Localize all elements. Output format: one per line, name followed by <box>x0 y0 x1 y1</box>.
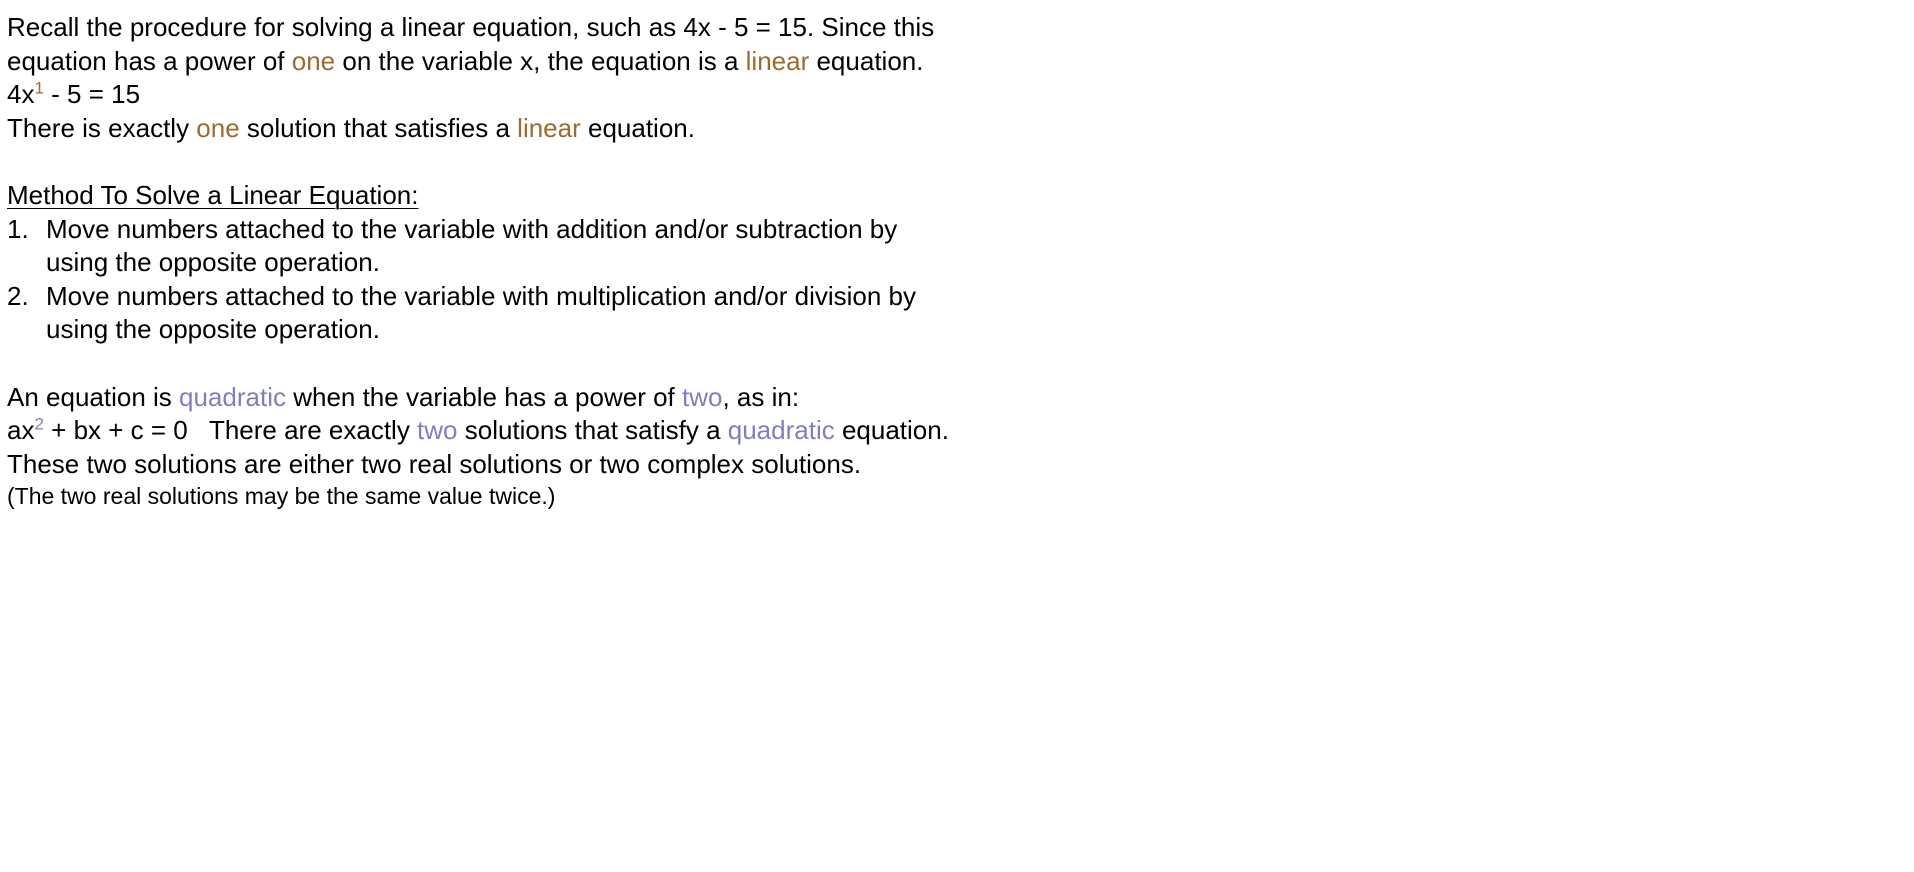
highlight-one: one <box>291 45 336 76</box>
intro-line-1 <box>7 11 1067 45</box>
quadratic-text: when the variable has a power of <box>285 381 683 412</box>
step-text <box>46 213 1036 280</box>
highlight-one: one <box>196 112 240 143</box>
intro-text: equation. <box>580 112 695 143</box>
quadratic-text: + bx + c = 0 There are exactly <box>43 415 418 446</box>
method-heading-line <box>7 179 1067 213</box>
highlight-two: two <box>417 415 458 446</box>
equation-rest: - 5 = 15 <box>43 79 141 110</box>
quadratic-text: , as in: <box>722 381 800 412</box>
equation-base: ax <box>7 415 35 446</box>
highlight-linear: linear <box>517 112 581 143</box>
step-text-line: Move numbers attached to the variable with multiplication and/or division by <box>46 280 917 311</box>
quadratic-note: (The two real solutions may be the same value twice.) <box>7 483 556 510</box>
intro-text: on the variable x, the equation is a <box>335 45 746 76</box>
step-text-line: using the opposite operation. <box>46 247 380 278</box>
intro-text: Recall the procedure for solving a linear equation, such as 4x - 5 = 15. Since this <box>7 12 935 42</box>
intro-text: There is exactly <box>7 112 197 143</box>
quadratic-text: equation. <box>834 415 949 446</box>
method-step-2 <box>7 280 1067 347</box>
document-body <box>7 11 1067 511</box>
intro-text: solution that satisfies a <box>239 112 518 143</box>
step-text-line: using the opposite operation. <box>46 314 380 345</box>
quadratic-line-1 <box>7 381 1067 415</box>
highlight-two: two <box>682 381 723 412</box>
quadratic-line-2 <box>7 414 1067 448</box>
highlight-quadratic: quadratic <box>179 381 286 412</box>
step-number: 2. <box>7 280 29 311</box>
quadratic-line-3: These two solutions are either two real solutions or two complex solutions. <box>7 448 862 479</box>
step-text <box>46 280 1036 347</box>
intro-line-2 <box>7 45 1067 79</box>
intro-line-3 <box>7 112 1067 146</box>
intro-text: equation. <box>809 45 924 76</box>
quadratic-text: An equation is <box>7 381 180 412</box>
method-step-1 <box>7 213 1067 280</box>
step-number: 1. <box>7 213 29 244</box>
equation-base: 4x <box>7 79 35 110</box>
intro-text: equation has a power of <box>7 45 292 76</box>
highlight-quadratic: quadratic <box>727 415 835 446</box>
quadratic-text: solutions that satisfy a <box>457 415 728 446</box>
exponent-two: 2 <box>34 414 44 434</box>
exponent-one: 1 <box>34 78 44 98</box>
spacer <box>7 145 1067 179</box>
step-text-line: Move numbers attached to the variable with addition and/or subtraction by <box>46 213 898 244</box>
method-heading: Method To Solve a Linear Equation: <box>7 179 419 210</box>
linear-equation-example <box>7 78 1067 112</box>
highlight-linear: linear <box>745 45 810 76</box>
spacer <box>7 347 1067 381</box>
